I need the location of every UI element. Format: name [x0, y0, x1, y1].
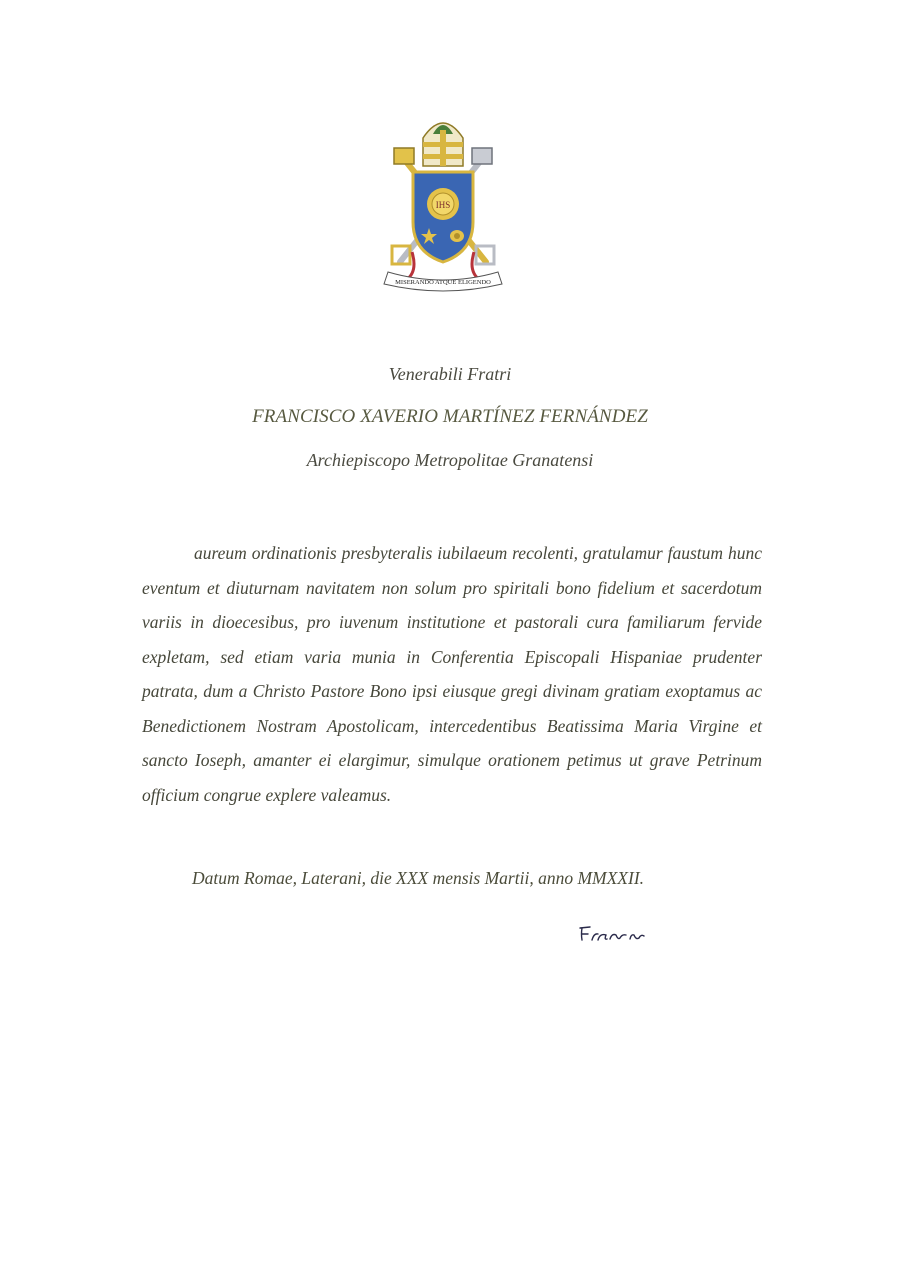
radiant-sun-icon — [427, 188, 459, 220]
nard-flower-icon — [450, 230, 464, 242]
svg-text:MISERANDO ATQUE ELIGENDO: MISERANDO ATQUE ELIGENDO — [395, 279, 491, 286]
date-line: Datum Romae, Laterani, die XXX mensis Martii, anno MMXXII. — [192, 868, 645, 888]
mitre-icon — [423, 123, 463, 166]
svg-text:IHS: IHS — [435, 200, 451, 210]
motto-ribbon — [384, 272, 502, 291]
body-paragraph: aureum ordinationis presbyteralis iubilaeum recolenti, gratulamur faustum hunc eventum et diuturnam navitatem non solum pro spiritali bono fidelium et sacerdotum variis in dioecesibus, pro iuvenum institutione et pastorali cura familiarum fervide expletam, sed etiam varia munia in Conferentia Episcopali Hispaniae prudenter patrata, dum a Christo Pastore Bono ipsi eiusque gregi divinam gratiam exoptamus ac Benedictionem Nostram Apostolicam, intercedentibus Beatissima Maria Virgine et sancto Ioseph, amanter ei elargimur, simulque orationem petimus ut grave Petrinum officium congrue explere valeamus. — [142, 543, 762, 805]
letter-body — [142, 536, 762, 812]
papal-coat-of-arms — [378, 112, 508, 294]
recipient-name: FRANCISCO XAVERIO MARTÍNEZ FERNÁNDEZ — [252, 406, 648, 427]
salutation-line: Venerabili Fratri — [388, 364, 512, 384]
signature — [576, 922, 646, 946]
recipient-title: Archiepiscopo Metropolitae Granatensi — [306, 450, 594, 470]
